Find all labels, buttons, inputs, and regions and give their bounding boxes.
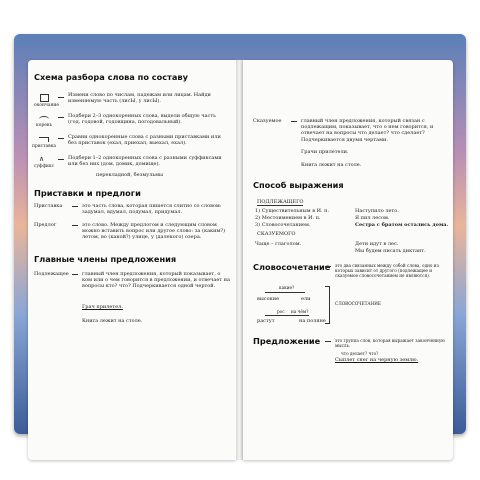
- predicate-item: Чаще – глаголом.: [255, 241, 302, 247]
- subject-example-1: Грач прилетел.: [82, 304, 123, 310]
- sentence-example: Сыплет снег на черную землю.: [335, 357, 419, 363]
- suffix-label: суффикс: [34, 164, 55, 169]
- prefix-def: это часть слова, которая пишется слитно со словом: задумал, вдумал, подумал, придумал.: [82, 203, 222, 216]
- subject-header-underline: [257, 205, 303, 206]
- predicate-example-b: Мы будем писать диктант.: [355, 248, 426, 254]
- subject-item-2: 2) Местоимением в И. п.: [255, 215, 321, 221]
- phrase-term: Словосочетание: [253, 262, 331, 272]
- prefix-prep-title: Приставки и предлоги: [34, 188, 141, 198]
- sentence-def: это группа слов, которая выражает законченную мысль.: [335, 338, 445, 348]
- root-symbol: [39, 116, 49, 122]
- diagram-arc: [265, 292, 305, 293]
- morph-example: перекладной, безмульмы: [96, 172, 163, 178]
- root-label: корень: [36, 123, 53, 128]
- right-page: [243, 60, 453, 460]
- predicate-term: Сказуемое: [253, 118, 282, 124]
- subject-item-3: 3) Словосочетанием.: [255, 222, 311, 228]
- dash: [72, 206, 78, 207]
- diagram-word-1: высокие: [257, 296, 280, 302]
- prefix-symbol: [39, 137, 49, 142]
- phrase-def: это два связанных между собой слова, одно из которых зависит от другого (подлежащее и сказуемое словосочетанием не являются).: [335, 263, 439, 278]
- expr-title: Способ выражения: [253, 180, 344, 190]
- dash: [325, 341, 331, 342]
- prep-def: это слово. Между предлогом и следующим словом можно вставить вопрос или другое слово: за (каким?) летом, во (какой?) улице, у (далекого) озера.: [82, 222, 226, 241]
- diagram-word-3: рос: [277, 309, 285, 314]
- morph-title: Схема разбора слова по составу: [34, 72, 188, 82]
- prefix-text: Сравни однокоренные слова с разными приставками или без приставок (ехал, приехал, выехал, ехал).: [68, 134, 221, 147]
- predicate-header: СКАЗУЕМОГО: [257, 231, 296, 237]
- subject-def: главный член предложения, который показывает, о ком или о чем говорится в предложении, и отвечает на вопросы кто? что? Подчеркивается одной чертой.: [82, 271, 230, 290]
- dash: [291, 121, 297, 122]
- dash: [58, 159, 64, 160]
- diagram-label: СЛОВОСОЧЕТАНИЕ: [335, 301, 381, 306]
- members-title: Главные члены предложения: [34, 254, 177, 264]
- dash: [58, 97, 64, 98]
- subject-example-a: Наступило лето.: [355, 208, 399, 214]
- subject-item-1: 1) Существительным в И. п.: [255, 208, 330, 214]
- predicate-example-1: Грачи прилетели.: [301, 149, 349, 155]
- prefix-label: приставка: [32, 144, 57, 149]
- diagram-bracket: [325, 286, 330, 324]
- subject-example-b: Я пил лесом.: [355, 215, 390, 221]
- dash: [72, 274, 78, 275]
- diagram-arc-2: [265, 315, 309, 316]
- subject-example-c: Сестра с братом остались дома.: [355, 222, 449, 228]
- subject-term: Подлежащее: [34, 271, 69, 277]
- root-text: Подбери 2–3 однокоренных слова, выдели общую часть (год, годовой, годовщина, погодовальный).: [68, 113, 216, 126]
- predicate-example-2: Книга лежит на столе.: [301, 162, 362, 168]
- suffix-symbol: ∧: [39, 155, 45, 163]
- prep-term: Предлог: [34, 222, 57, 228]
- dash: [325, 266, 331, 267]
- dash: [72, 225, 78, 226]
- diagram-word-4: растут: [257, 318, 275, 324]
- dash: [58, 117, 64, 118]
- book-spine: [236, 60, 243, 460]
- left-page: [28, 60, 236, 460]
- ending-symbol: [40, 94, 49, 102]
- prefix-term: Приставка: [34, 203, 63, 209]
- sentence-term: Предложение: [253, 336, 321, 346]
- ending-label: окончание: [34, 103, 59, 108]
- suffix-text: Подбери 1–2 однокоренных слова с разными суффиксами или без них (дом, домик, домище).: [68, 155, 222, 168]
- diagram-word-5: на поляне: [299, 318, 326, 324]
- diagram-q1: какие?: [279, 285, 295, 290]
- ending-text: Измени слово по числам, падежам или лицам. Найди изменяемую часть (лисЫ, у лисЫ).: [68, 92, 211, 105]
- diagram-word-2: ели: [301, 296, 311, 302]
- diagram-q2: на чём?: [291, 309, 309, 314]
- dash: [58, 138, 64, 139]
- subject-header: ПОДЛЕЖАЩЕГО: [257, 199, 304, 205]
- predicate-example-a: Дети идут в лес.: [355, 241, 399, 247]
- sentence-question: что делает? что?: [341, 351, 379, 356]
- subject-example-2: Книга лежит на столе.: [82, 318, 143, 324]
- predicate-def: главный член предложения, который связан с подлежащим, показывает, что о нем говорится, и отвечает на вопросы что делает? что сделает? Подчеркивается двумя чертами.: [301, 118, 434, 143]
